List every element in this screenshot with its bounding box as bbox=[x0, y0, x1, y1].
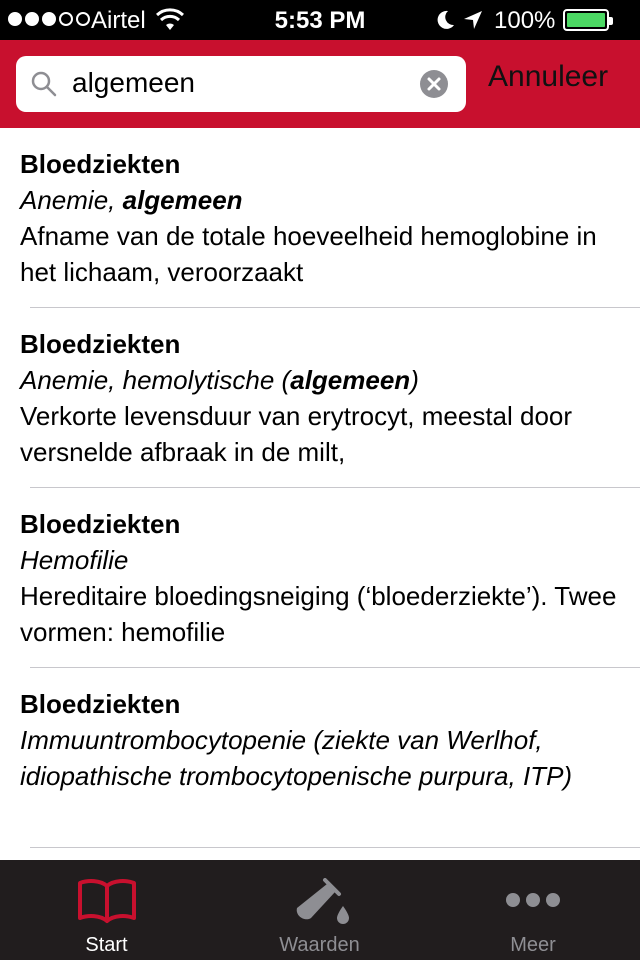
list-item[interactable] bbox=[0, 488, 640, 668]
clock: 5:53 PM bbox=[274, 7, 366, 34]
result-category: Bloedziekten bbox=[20, 149, 181, 179]
result-description: Afname van de totale hoeveelheid hemoglobine in het lichaam, veroorzaakt bbox=[20, 221, 597, 287]
result-category: Bloedziekten bbox=[20, 689, 181, 719]
search-input[interactable] bbox=[72, 67, 412, 99]
divider bbox=[30, 847, 640, 848]
search-match: algemeen bbox=[290, 365, 411, 395]
location-arrow-icon bbox=[462, 9, 484, 31]
result-title: Anemie, hemolytische (algemeen) bbox=[20, 365, 419, 395]
list-item[interactable] bbox=[0, 128, 640, 308]
do-not-disturb-icon bbox=[434, 9, 456, 31]
clear-search-icon[interactable] bbox=[420, 70, 448, 98]
results-list bbox=[0, 128, 640, 860]
carrier-name: Airtel bbox=[91, 7, 146, 34]
result-description: Verkorte levensduur van erytrocyt, meestal door versnelde afbraak in de milt, bbox=[20, 401, 573, 467]
flask-icon bbox=[289, 878, 351, 924]
result-description: Hereditaire bloedingsneiging (‘bloederziekte’). Twee vormen: hemofilie bbox=[20, 581, 617, 647]
tab-label: Waarden bbox=[279, 934, 360, 956]
search-bar bbox=[0, 40, 640, 128]
tab-bar bbox=[0, 860, 640, 960]
tab-label: Meer bbox=[510, 934, 556, 956]
list-item[interactable] bbox=[0, 308, 640, 488]
tab-meer[interactable] bbox=[426, 860, 640, 960]
result-title: Hemofilie bbox=[20, 545, 129, 575]
result-title: Anemie, algemeen bbox=[20, 185, 243, 215]
result-category: Bloedziekten bbox=[20, 329, 181, 359]
list-item[interactable] bbox=[0, 668, 640, 848]
search-match: algemeen bbox=[122, 185, 243, 215]
result-title: Immuuntrombocytopenie (ziekte van Werlhof, idiopathische trombocytopenische purpura, ITP) bbox=[20, 725, 573, 791]
status-bar bbox=[0, 0, 640, 40]
battery-icon bbox=[563, 9, 609, 31]
more-icon bbox=[502, 878, 564, 924]
battery-percentage: 100% bbox=[494, 7, 556, 34]
cancel-button[interactable]: Annuleer bbox=[488, 60, 609, 93]
tab-waarden[interactable] bbox=[213, 860, 426, 960]
tab-label: Start bbox=[85, 934, 128, 956]
search-icon bbox=[30, 70, 58, 98]
tab-start[interactable] bbox=[0, 860, 213, 960]
result-category: Bloedziekten bbox=[20, 509, 181, 539]
book-icon bbox=[76, 878, 138, 924]
search-field[interactable] bbox=[16, 56, 466, 112]
